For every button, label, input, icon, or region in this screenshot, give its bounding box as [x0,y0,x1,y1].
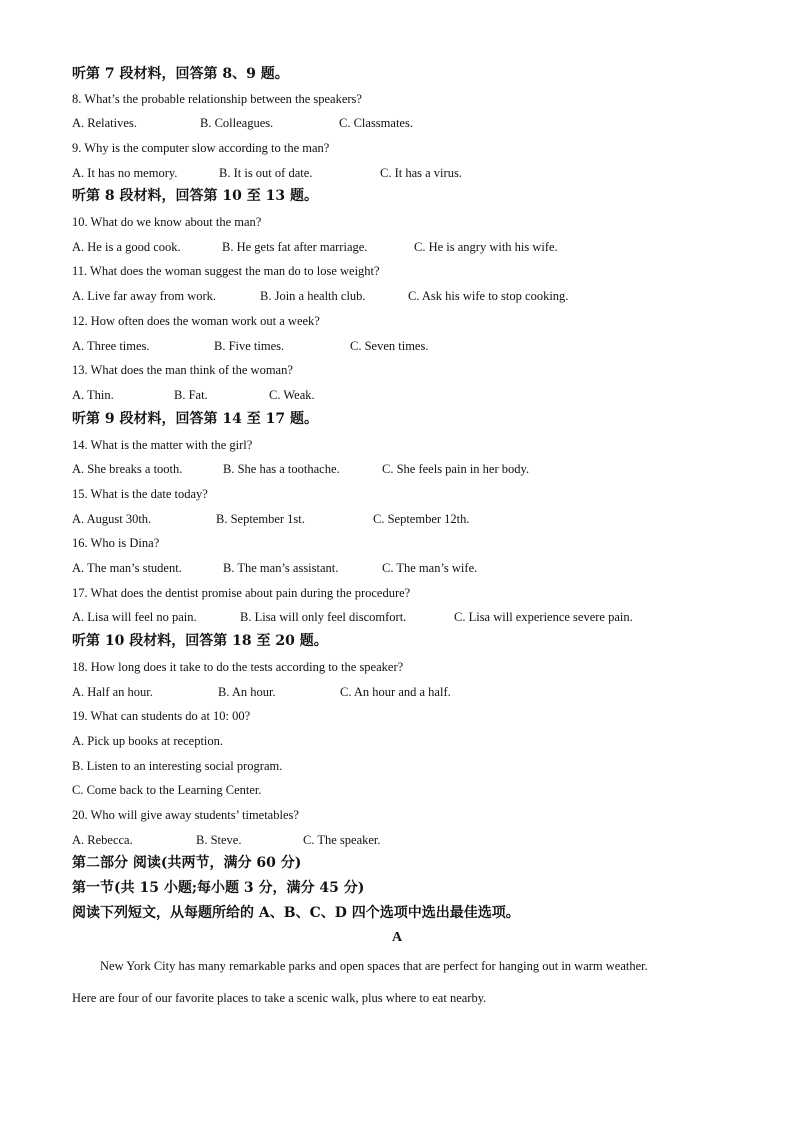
option-a: A. Rebecca. [72,833,133,847]
option-b: B. She has a toothache. [223,462,340,476]
option-c: C. It has a virus. [380,166,462,180]
question-stem: 14. What is the matter with the girl? [72,438,253,452]
question-stem: 20. Who will give away students’ timetables? [72,808,299,822]
section-heading: 听第 8 段材料，回答第 10 至 13 题。 [72,188,318,204]
option-c: C. Weak. [269,388,315,402]
option-b: B. An hour. [218,685,276,699]
question-stem: 10. What do we know about the man? [72,215,262,229]
question-stem: 15. What is the date today? [72,487,208,501]
section-heading: 听第 7 段材料，回答第 8、9 题。 [72,66,289,82]
option-c: C. Seven times. [350,339,429,353]
option-c: C. An hour and a half. [340,685,451,699]
question-stem: 13. What does the man think of the woman? [72,363,293,377]
section-subtitle: 第一节(共 15 小题;每小题 3 分，满分 45 分) [72,880,365,896]
option-b: B. Join a health club. [260,289,366,303]
option-a: A. The man’s student. [72,561,182,575]
option-b: B. Five times. [214,339,285,353]
option-c: C. The speaker. [303,833,381,847]
option-c: C. Lisa will experience severe pain. [454,610,633,624]
question-stem: 18. How long does it take to do the tests according to the speaker? [72,660,404,674]
reading-instructions: 阅读下列短文，从每题所给的 A、B、C、D 四个选项中选出最佳选项。 [72,905,520,921]
section-heading: 听第 9 段材料，回答第 14 至 17 题。 [72,411,318,427]
option-b: B. It is out of date. [219,166,313,180]
option-a: A. Lisa will feel no pain. [72,610,197,624]
question-stem: 9. Why is the computer slow according to the man? [72,141,330,155]
option-b: B. Listen to an interesting social program. [72,759,283,773]
option-c: C. She feels pain in her body. [382,462,530,476]
passage-paragraph: Here are four of our favorite places to take a scenic walk, plus where to eat nearby. [72,991,487,1005]
option-a: A. He is a good cook. [72,240,181,254]
option-c: C. Classmates. [339,116,413,130]
option-b: B. He gets fat after marriage. [222,240,368,254]
option-c: C. Come back to the Learning Center. [72,783,262,797]
option-a: A. Half an hour. [72,685,153,699]
option-b: B. September 1st. [216,512,305,526]
option-a: A. Three times. [72,339,150,353]
question-stem: 19. What can students do at 10: 00? [72,709,251,723]
option-a: A. August 30th. [72,512,152,526]
passage-paragraph: New York City has many remarkable parks and open spaces that are perfect for hanging out in warm weather. [100,959,648,973]
option-a: A. It has no memory. [72,166,178,180]
question-stem: 11. What does the woman suggest the man do to lose weight? [72,264,380,278]
option-c: C. He is angry with his wife. [414,240,558,254]
option-a: A. Relatives. [72,116,137,130]
section-heading: 听第 10 段材料，回答第 18 至 20 题。 [72,633,328,649]
option-c: C. The man’s wife. [382,561,478,575]
option-a: A. Thin. [72,388,114,402]
question-stem: 17. What does the dentist promise about pain during the procedure? [72,586,411,600]
option-b: B. Colleagues. [200,116,274,130]
passage-label: A [391,930,403,945]
part-title: 第二部分 阅读(共两节，满分 60 分) [72,855,302,871]
option-b: B. Lisa will only feel discomfort. [240,610,407,624]
question-stem: 12. How often does the woman work out a week? [72,314,320,328]
question-stem: 16. Who is Dina? [72,536,160,550]
option-b: B. Steve. [196,833,242,847]
option-b: B. The man’s assistant. [223,561,339,575]
question-stem: 8. What’s the probable relationship between the speakers? [72,92,362,106]
option-a: A. Pick up books at reception. [72,734,224,748]
option-c: C. Ask his wife to stop cooking. [408,289,569,303]
option-c: C. September 12th. [373,512,470,526]
option-a: A. Live far away from work. [72,289,217,303]
option-b: B. Fat. [174,388,208,402]
option-a: A. She breaks a tooth. [72,462,183,476]
